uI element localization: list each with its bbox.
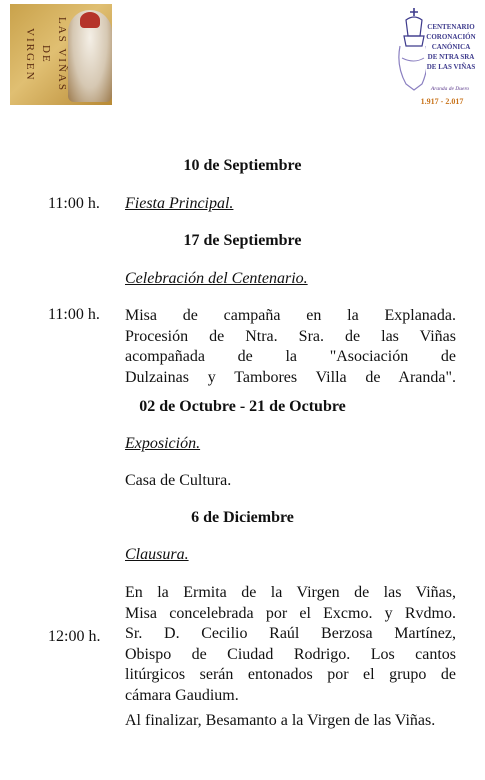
date-heading: 02 de Octubre - 21 de Octubre: [139, 398, 346, 415]
logo-letters-virgen: VIRGEN: [24, 27, 36, 82]
event-title: Clausura.: [125, 546, 189, 563]
centenario-logo: [392, 6, 482, 106]
date-heading: 17 de Septiembre: [183, 232, 302, 249]
event-closing-note: Al finalizar, Besamanto a la Virgen de las Viñas.: [125, 712, 436, 729]
event-title: Celebración del Centenario.: [125, 270, 308, 287]
virgen-de-las-vinas-logo: [10, 4, 112, 105]
statue-crown-image: [80, 12, 100, 28]
logo-place: Aranda de Duero: [430, 86, 470, 92]
event-description: Misa de campaña en la Explanada. Procesión de Ntra. Sra. de las Viñas acompañada de la "Asociación de Dulzainas y Tambores Villa de Aranda".: [125, 307, 456, 386]
event-title: Exposición.: [125, 435, 201, 452]
event-time: 11:00 h.: [48, 195, 100, 212]
logo-years: 1.917 - 2.017: [420, 97, 464, 106]
event-time: 11:00 h.: [48, 306, 100, 323]
event-time: 12:00 h.: [48, 628, 101, 645]
logo-letters-de: DE: [40, 45, 52, 64]
centenario-logo-text: CENTENARIO CORONACIÓN CANÓNICA DE NTRA SRA DE LAS VIÑAS: [426, 23, 476, 71]
date-heading: 6 de Diciembre: [191, 509, 294, 526]
event-title: Fiesta Principal.: [125, 195, 234, 212]
event-location: Casa de Cultura.: [125, 472, 232, 489]
date-heading: 10 de Septiembre: [183, 157, 302, 174]
logo-letters-las-vinas: LAS VIÑAS: [56, 17, 68, 92]
event-description: En la Ermita de la Virgen de las Viñas, Misa concelebrada por el Excmo. y Rvdmo. Sr. D. Cecilio Raúl Berzosa Martínez, Obispo de Ciudad Rodrigo. Los cantos litúrgicos serán entonados por el grupo de cámara Gaudium.: [125, 584, 456, 704]
